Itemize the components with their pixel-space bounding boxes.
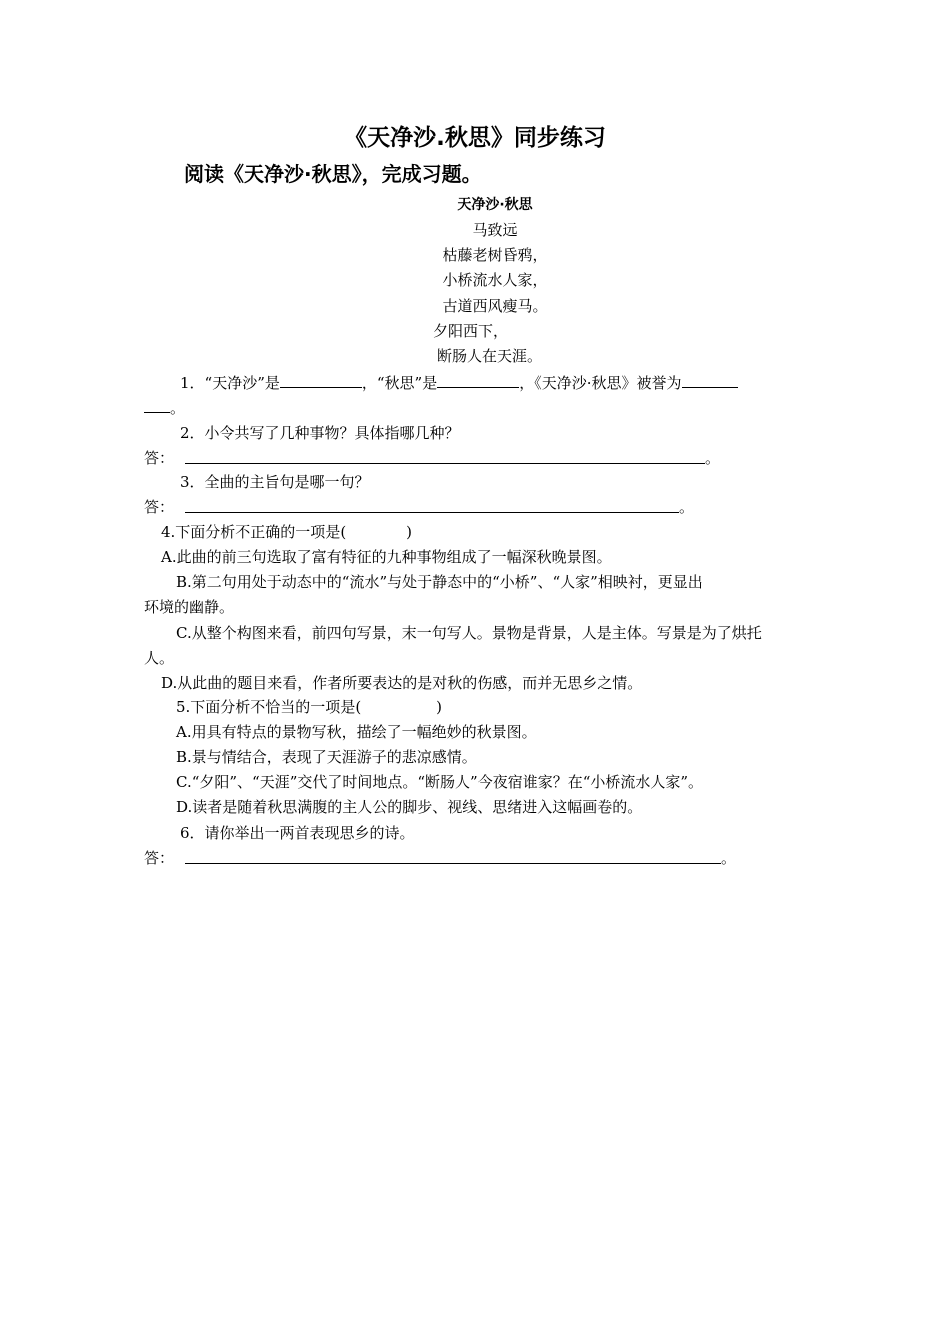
question-3: 3．全曲的主旨句是哪一句？: [180, 473, 370, 491]
q6-answer-label: 答：: [144, 849, 175, 867]
q1-continuation: [144, 398, 185, 418]
q6-end: 。: [721, 849, 737, 867]
q1-text-part: ，《天净沙·秋思》被誉为: [519, 374, 682, 392]
q2-end: 。: [705, 449, 721, 467]
q5-option-d: D.读者是随着秋思满腹的主人公的脚步、视线、思绪进入这幅画卷的。: [176, 798, 643, 816]
question-1: [180, 373, 738, 393]
poem-line: 夕阳西下，: [433, 322, 509, 340]
q1-blank-2[interactable]: [437, 373, 519, 388]
question-4: 4.下面分析不正确的一项是( ): [161, 523, 413, 541]
page-title: 《天净沙.秋思》同步练习: [344, 125, 606, 151]
q4-option-c: C.从整个构图来看，前四句写景，末一句写人。景物是背景，人是主体。写景是为了烘托: [176, 624, 762, 642]
q4-option-b: B.第二句用处于动态中的“流水”与处于静态中的“小桥”、“人家”相映衬，更显出: [176, 573, 703, 591]
q1-blank-3[interactable]: [682, 373, 738, 388]
q3-answer-label: 答：: [144, 498, 175, 516]
poem-title: 天净沙·秋思: [457, 197, 533, 213]
question-5: 5.下面分析不恰当的一项是( ): [176, 698, 443, 716]
q3-end: 。: [679, 498, 695, 516]
q2-answer-label: 答：: [144, 449, 175, 467]
q4-option-c-cont: 人。: [144, 649, 175, 667]
q2-answer-line[interactable]: [185, 463, 705, 464]
q1-text-part: 1．“天净沙”是: [180, 374, 280, 392]
poem-line: 枯藤老树昏鸦，: [442, 246, 548, 264]
q1-end: 。: [170, 399, 186, 417]
q4-option-a: A.此曲的前三句选取了富有特征的九种事物组成了一幅深秋晚景图。: [161, 548, 612, 566]
question-6: 6．请你举出一两首表现思乡的诗。: [180, 824, 415, 842]
q4-option-b-cont: 环境的幽静。: [144, 598, 235, 616]
q5-option-a: A.用具有特点的景物写秋，描绘了一幅绝妙的秋景图。: [176, 723, 537, 741]
poem-line: 断肠人在天涯。: [437, 347, 543, 365]
q5-option-c: C.“夕阳”、“天涯”交代了时间地点。“断肠人”今夜宿谁家？在“小桥流水人家”。: [176, 773, 704, 791]
poem-line: 小桥流水人家，: [442, 271, 548, 289]
q6-answer-line[interactable]: [185, 863, 721, 864]
question-2: 2．小令共写了几种事物？具体指哪几种？: [180, 424, 460, 442]
q1-blank-1[interactable]: [280, 373, 362, 388]
q5-option-b: B.景与情结合，表现了天涯游子的悲凉感情。: [176, 748, 477, 766]
instruction: 阅读《天净沙·秋思》，完成习题。: [184, 162, 482, 186]
q4-option-d: D.从此曲的题目来看，作者所要表达的是对秋的伤感，而并无思乡之情。: [161, 674, 643, 692]
q3-answer-line[interactable]: [185, 512, 679, 513]
q1-text-part: ，“秋思”是: [361, 374, 438, 392]
q1-blank-3-cont[interactable]: [144, 398, 170, 413]
poem-author: 马致远: [472, 221, 518, 239]
poem-line: 古道西风瘦马。: [442, 297, 548, 315]
